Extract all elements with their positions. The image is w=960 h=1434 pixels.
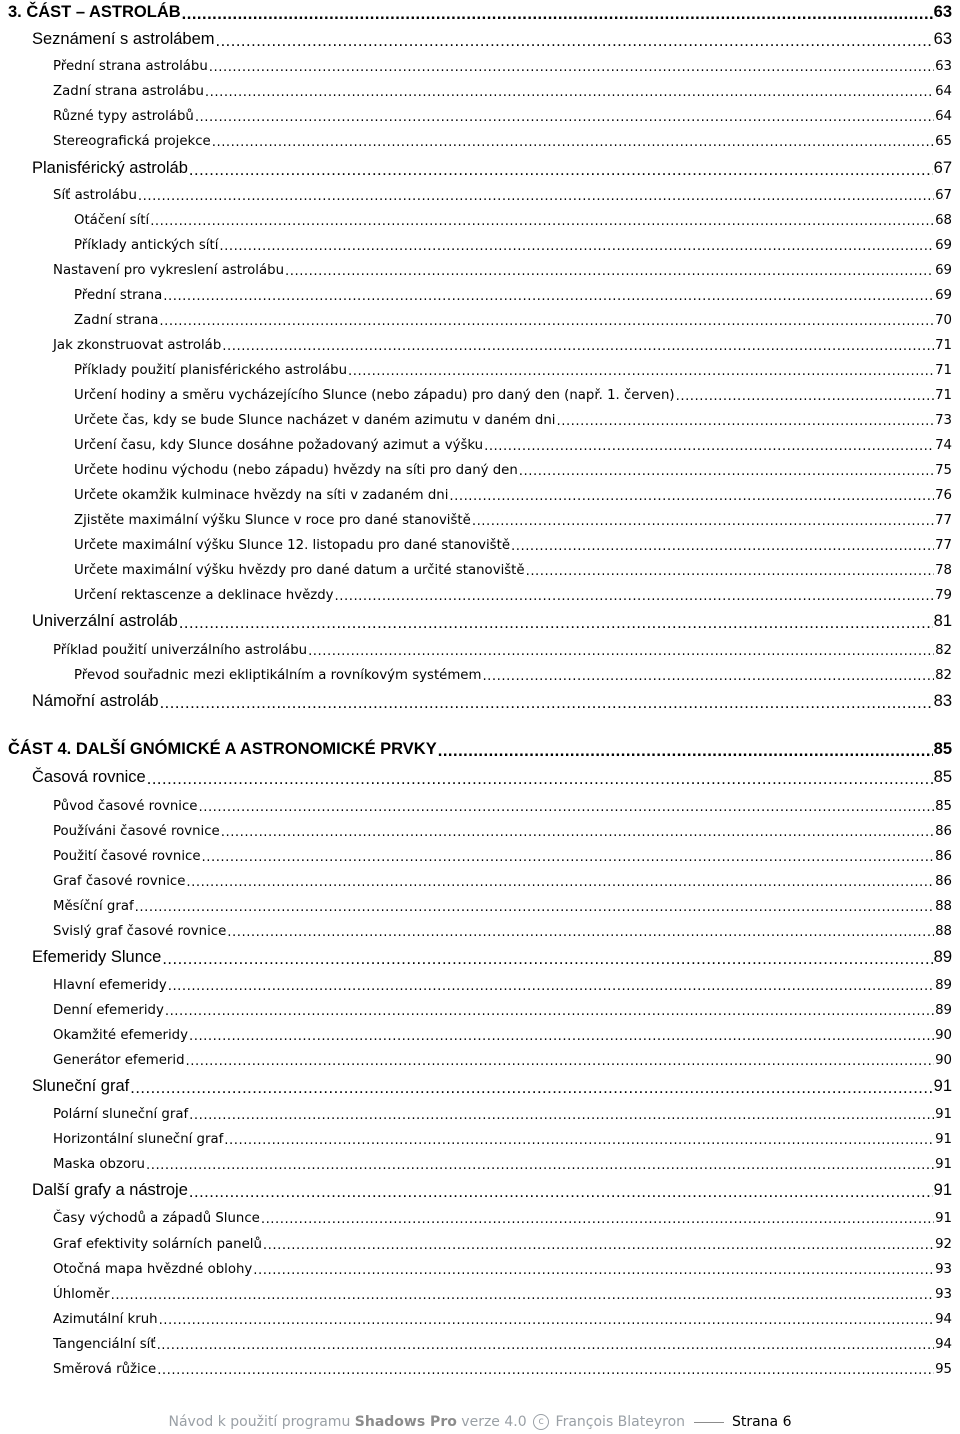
- toc-leader-dots: [253, 1264, 934, 1277]
- toc-entry-page: 69: [935, 263, 952, 278]
- toc-entry[interactable]: [32, 1074, 952, 1096]
- toc-leader-dots: [202, 851, 935, 864]
- copyright-icon: c: [533, 1414, 549, 1430]
- toc-entry-page: 77: [935, 513, 952, 528]
- toc-entry-page: 64: [935, 109, 952, 124]
- toc-entry[interactable]: [53, 1257, 952, 1277]
- toc-entry-title: Úhloměr: [53, 1287, 110, 1302]
- toc-entry-page: 91: [935, 1211, 952, 1226]
- toc-leader-dots: [179, 615, 933, 632]
- toc-entry-page: 91: [935, 1132, 952, 1147]
- toc-leader-dots: [335, 590, 935, 603]
- toc-leader-dots: [189, 1109, 934, 1122]
- toc-leader-dots: [189, 162, 933, 179]
- toc-entry-page: 89: [933, 948, 952, 966]
- toc-entry-title: Různé typy astrolábů: [53, 109, 194, 124]
- toc-leader-dots: [165, 1005, 934, 1018]
- toc-leader-dots: [261, 1213, 934, 1226]
- toc-entry-page: 89: [935, 978, 952, 993]
- toc-entry-title: Přední strana: [74, 288, 163, 303]
- footer-prefix: Návod k použití programu: [168, 1414, 351, 1430]
- toc-entry-page: 67: [935, 188, 952, 203]
- toc-entry[interactable]: [53, 1048, 952, 1068]
- toc-entry-title: Převod souřadnic mezi ekliptikálním a rovníkovým systémem: [74, 668, 482, 683]
- toc-leader-dots: [146, 1159, 934, 1172]
- toc-entry-title: Denní efemeridy: [53, 1003, 164, 1018]
- toc-leader-dots: [263, 1239, 934, 1252]
- toc-leader-dots: [482, 670, 934, 683]
- toc-leader-dots: [348, 365, 934, 378]
- toc-entry-title: Seznámení s astrolábem: [32, 30, 215, 48]
- toc-entry-page: 71: [935, 388, 952, 403]
- toc-entry-page: 74: [935, 438, 952, 453]
- toc-entry-page: 81: [933, 612, 952, 630]
- toc-entry-page: 91: [935, 1157, 952, 1172]
- toc-entry[interactable]: [74, 433, 952, 453]
- toc-entry-title: Síť astrolábu: [53, 188, 137, 203]
- page-footer: [0, 1414, 960, 1430]
- toc-entry[interactable]: [53, 794, 952, 814]
- toc-entry[interactable]: [32, 609, 952, 631]
- toc-leader-dots: [147, 771, 933, 788]
- toc-leader-dots: [159, 315, 934, 328]
- toc-entry-page: 85: [935, 799, 952, 814]
- toc-leader-dots: [189, 1030, 934, 1043]
- toc-leader-dots: [186, 1055, 935, 1068]
- toc-entry-page: 91: [933, 1181, 952, 1199]
- toc-leader-dots: [519, 465, 934, 478]
- toc-entry[interactable]: [53, 129, 952, 149]
- toc-entry[interactable]: [74, 508, 952, 528]
- toc-entry-title: Příklady použití planisférického astrolábu: [74, 363, 348, 378]
- toc-entry-title: Azimutální kruh: [53, 1312, 158, 1327]
- toc-entry-page: 76: [935, 488, 952, 503]
- toc-entry[interactable]: [53, 1127, 952, 1147]
- toc-entry[interactable]: [53, 869, 952, 889]
- toc-entry-title: Používáni časové rovnice: [53, 824, 220, 839]
- toc-leader-dots: [557, 415, 935, 428]
- toc-entry[interactable]: [53, 1357, 952, 1377]
- toc-entry[interactable]: [53, 1307, 952, 1327]
- toc-entry[interactable]: [53, 844, 952, 864]
- toc-entry-title: Určete okamžik kulminace hvězdy na síti v zadaném dni: [74, 488, 449, 503]
- toc-leader-dots: [205, 86, 934, 99]
- toc-entry[interactable]: [74, 408, 952, 428]
- toc-entry-title: Určení rektascenze a deklinace hvězdy: [74, 588, 334, 603]
- toc-entry-title: Určete maximální výšku hvězdy pro dané datum a určité stanoviště: [74, 563, 525, 578]
- toc-entry-page: 93: [935, 1287, 952, 1302]
- toc-entry-page: 68: [935, 213, 952, 228]
- toc-entry-page: 78: [935, 563, 952, 578]
- toc-leader-dots: [111, 1289, 934, 1302]
- toc-leader-dots: [162, 951, 932, 968]
- toc-entry-page: 86: [935, 849, 952, 864]
- toc-entry-page: 88: [935, 899, 952, 914]
- toc-entry-title: Určení času, kdy Slunce dosáhne požadovaný azimut a výšku: [74, 438, 484, 453]
- toc-entry-title: Příklad použití univerzálního astrolábu: [53, 643, 308, 658]
- toc-entry[interactable]: [74, 283, 952, 303]
- toc-entry-title: Generátor efemerid: [53, 1053, 185, 1068]
- toc-leader-dots: [212, 136, 934, 149]
- toc-leader-dots: [135, 901, 934, 914]
- toc-entry-title: Zadní strana: [74, 313, 159, 328]
- toc-leader-dots: [209, 61, 934, 74]
- toc-entry-page: 89: [935, 1003, 952, 1018]
- toc-entry-title: Určení hodiny a směru vycházejícího Slunce (nebo západu) pro daný den (např. 1. červen): [74, 388, 675, 403]
- toc-entry[interactable]: [74, 383, 952, 403]
- toc-leader-dots: [484, 440, 934, 453]
- toc-entry[interactable]: [53, 104, 952, 124]
- toc-leader-dots: [222, 340, 934, 353]
- toc-entry-title: Určete hodinu východu (nebo západu) hvězdy na síti pro daný den: [74, 463, 518, 478]
- toc-entry-page: 94: [935, 1337, 952, 1352]
- toc-entry-title: Otáčení sítí: [74, 213, 150, 228]
- footer-author: François Blateyron: [555, 1414, 686, 1430]
- toc-entry[interactable]: [53, 638, 952, 658]
- toc-entry-page: 86: [935, 874, 952, 889]
- toc-entry-page: 91: [935, 1107, 952, 1122]
- toc-leader-dots: [163, 290, 934, 303]
- toc-leader-dots: [195, 111, 934, 124]
- toc-entry-page: 82: [935, 668, 952, 683]
- toc-entry-title: ČÁST 4. DALŠÍ GNÓMICKÉ A ASTRONOMICKÉ PRVKY: [8, 740, 437, 758]
- toc-entry-title: Příklady antických sítí: [74, 238, 219, 253]
- toc-entry[interactable]: [53, 819, 952, 839]
- toc-leader-dots: [168, 980, 934, 993]
- toc-entry-page: 82: [935, 643, 952, 658]
- toc-leader-dots: [198, 801, 934, 814]
- toc-entry-title: Zadní strana astrolábu: [53, 84, 204, 99]
- footer-product: Shadows Pro: [354, 1414, 457, 1430]
- toc-entry[interactable]: [53, 54, 952, 74]
- toc-entry-title: Nastavení pro vykreslení astrolábu: [53, 263, 285, 278]
- toc-entry-page: 90: [935, 1028, 952, 1043]
- toc-entry[interactable]: [74, 208, 952, 228]
- toc-entry-title: Hlavní efemeridy: [53, 978, 167, 993]
- toc-entry-page: 83: [933, 692, 952, 710]
- toc-leader-dots: [138, 190, 934, 203]
- toc-entry-page: 67: [933, 159, 952, 177]
- toc-entry-title: Určete čas, kdy se bude Slunce nacházet v daném azimutu v daném dni: [74, 413, 556, 428]
- toc-leader-dots: [216, 33, 933, 50]
- toc-entry-title: Další grafy a nástroje: [32, 1181, 188, 1199]
- toc-entry[interactable]: [53, 183, 952, 203]
- toc-entry[interactable]: [32, 945, 952, 967]
- toc-entry-title: Planisférický astroláb: [32, 159, 188, 177]
- toc-entry[interactable]: [74, 533, 952, 553]
- toc-entry[interactable]: [53, 79, 952, 99]
- toc-entry[interactable]: [8, 737, 952, 759]
- toc-entry-title: Směrová růžice: [53, 1362, 157, 1377]
- toc-leader-dots: [224, 1134, 934, 1147]
- toc-entry-page: 91: [933, 1077, 952, 1095]
- toc-leader-dots: [150, 215, 934, 228]
- toc-entry-page: 63: [935, 59, 952, 74]
- toc-entry-page: 93: [935, 1262, 952, 1277]
- toc-leader-dots: [159, 1314, 935, 1327]
- toc-entry-title: Svislý graf časové rovnice: [53, 924, 227, 939]
- toc-entry[interactable]: [74, 663, 952, 683]
- toc-leader-dots: [285, 265, 934, 278]
- toc-entry[interactable]: [74, 558, 952, 578]
- toc-entry[interactable]: [74, 483, 952, 503]
- toc-entry-title: Použití časové rovnice: [53, 849, 201, 864]
- toc-entry-title: Měsíční graf: [53, 899, 134, 914]
- toc-entry-page: 86: [935, 824, 952, 839]
- toc-entry[interactable]: [53, 998, 952, 1018]
- toc-entry[interactable]: [53, 333, 952, 353]
- toc-entry-title: Graf časové rovnice: [53, 874, 186, 889]
- toc-entry[interactable]: [32, 27, 952, 49]
- toc-entry[interactable]: [53, 1332, 952, 1352]
- toc-leader-dots: [182, 6, 933, 23]
- toc-leader-dots: [130, 1080, 932, 1097]
- toc-entry-page: 65: [935, 134, 952, 149]
- toc-entry[interactable]: [53, 1206, 952, 1226]
- toc-entry-page: 79: [935, 588, 952, 603]
- toc-entry[interactable]: [32, 689, 952, 711]
- toc-entry[interactable]: [8, 0, 952, 22]
- toc-leader-dots: [308, 645, 934, 658]
- toc-entry-title: 3. ČÁST – ASTROLÁB: [8, 3, 181, 21]
- footer-version: verze 4.0: [461, 1414, 527, 1430]
- toc-entry-title: Otočná mapa hvězdné oblohy: [53, 1262, 253, 1277]
- toc-entry[interactable]: [53, 973, 952, 993]
- toc-entry-title: Tangenciální síť: [53, 1337, 156, 1352]
- toc-leader-dots: [189, 1184, 933, 1201]
- toc-entry-title: Okamžité efemeridy: [53, 1028, 188, 1043]
- toc-entry-page: 85: [933, 768, 952, 786]
- toc-entry[interactable]: [53, 1232, 952, 1252]
- toc-entry-page: 94: [935, 1312, 952, 1327]
- toc-leader-dots: [157, 1339, 935, 1352]
- toc-leader-dots: [449, 490, 934, 503]
- footer-separator: [694, 1422, 724, 1423]
- toc-entry-page: 64: [935, 84, 952, 99]
- toc-entry-page: 69: [935, 238, 952, 253]
- toc-entry-page: 92: [935, 1237, 952, 1252]
- toc-entry[interactable]: [53, 1023, 952, 1043]
- toc-entry-title: Horizontální sluneční graf: [53, 1132, 224, 1147]
- toc-entry[interactable]: [53, 258, 952, 278]
- toc-entry[interactable]: [74, 358, 952, 378]
- toc-entry-page: 73: [935, 413, 952, 428]
- footer-page-number: Strana 6: [731, 1414, 792, 1430]
- toc-entry-page: 77: [935, 538, 952, 553]
- toc-entry[interactable]: [74, 233, 952, 253]
- toc-leader-dots: [219, 240, 934, 253]
- toc-entry[interactable]: [53, 1152, 952, 1172]
- toc-entry-page: 75: [935, 463, 952, 478]
- toc-entry[interactable]: [32, 765, 952, 787]
- toc-entry-title: Maska obzoru: [53, 1157, 145, 1172]
- toc-leader-dots: [526, 565, 934, 578]
- toc-entry-title: Jak zkonstruovat astroláb: [53, 338, 222, 353]
- toc-entry-title: Polární sluneční graf: [53, 1107, 189, 1122]
- toc-entry-page: 71: [935, 363, 952, 378]
- toc-entry-page: 71: [935, 338, 952, 353]
- toc-entry[interactable]: [74, 308, 952, 328]
- toc-entry-page: 70: [935, 313, 952, 328]
- toc-entry-page: 90: [935, 1053, 952, 1068]
- toc-entry-title: Univerzální astroláb: [32, 612, 178, 630]
- toc-entry-page: 85: [933, 740, 952, 758]
- toc-entry[interactable]: [74, 458, 952, 478]
- toc-entry[interactable]: [32, 1178, 952, 1200]
- toc-entry-title: Sluneční graf: [32, 1077, 130, 1095]
- toc-entry-title: Určete maximální výšku Slunce 12. listopadu pro dané stanoviště: [74, 538, 511, 553]
- toc-entry-title: Graf efektivity solárních panelů: [53, 1237, 262, 1252]
- toc-leader-dots: [472, 515, 934, 528]
- toc-leader-dots: [221, 826, 934, 839]
- toc-entry-page: 95: [935, 1362, 952, 1377]
- toc-leader-dots: [186, 876, 934, 889]
- toc-entry-title: Zjistěte maximální výšku Slunce v roce pro dané stanoviště: [74, 513, 471, 528]
- toc-leader-dots: [160, 695, 933, 712]
- toc-leader-dots: [227, 926, 934, 939]
- toc-entry-title: Přední strana astrolábu: [53, 59, 208, 74]
- toc-entry-page: 63: [933, 3, 952, 21]
- toc-entry-title: Původ časové rovnice: [53, 799, 198, 814]
- toc-entry-page: 69: [935, 288, 952, 303]
- toc-entry-page: 88: [935, 924, 952, 939]
- toc-entry-title: Časová rovnice: [32, 768, 146, 786]
- toc-entry[interactable]: [53, 1282, 952, 1302]
- toc-entry-title: Efemeridy Slunce: [32, 948, 162, 966]
- toc-entry-title: Námořní astroláb: [32, 692, 159, 710]
- toc-entry-page: 63: [933, 30, 952, 48]
- toc-entry[interactable]: [32, 156, 952, 178]
- toc-entry-title: Časy východů a západů Slunce: [53, 1211, 260, 1226]
- toc-entry[interactable]: [74, 583, 952, 603]
- toc-leader-dots: [438, 743, 933, 760]
- toc-leader-dots: [511, 540, 934, 553]
- toc-entry-title: Stereografická projekce: [53, 134, 211, 149]
- toc-entry[interactable]: [53, 894, 952, 914]
- toc-leader-dots: [157, 1364, 934, 1377]
- toc-entry[interactable]: [53, 919, 952, 939]
- toc-leader-dots: [676, 390, 934, 403]
- toc-entry[interactable]: [53, 1102, 952, 1122]
